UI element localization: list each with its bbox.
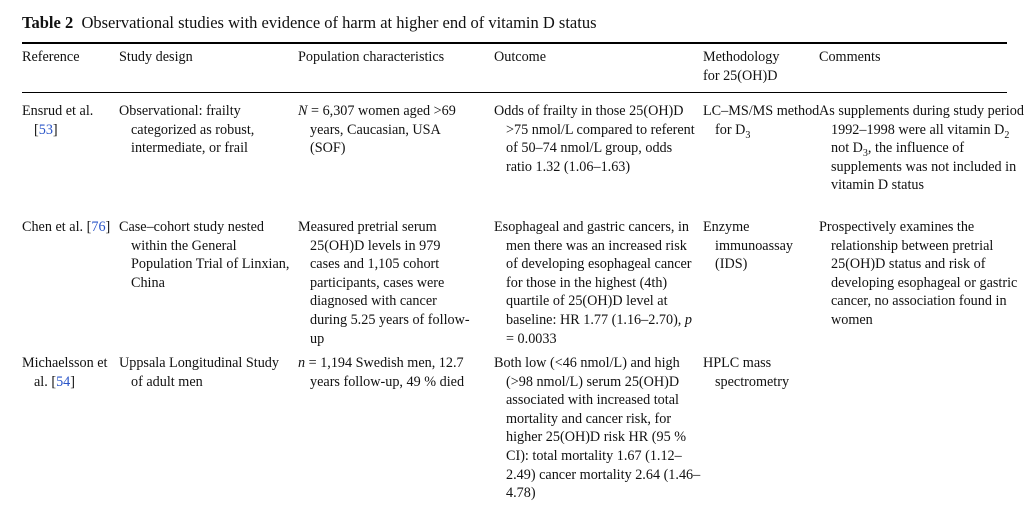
- row1-author: Ensrud et al.: [22, 103, 94, 119]
- row1-comments: [819, 102, 1026, 195]
- row1-reference: Ensrud et al. [53]: [22, 103, 94, 138]
- row1-comments-a: As supplements during study period 1992–1998 were all vitamin D: [819, 103, 1024, 138]
- row2-comments: Prospectively examines the relationship between pretrial 25(OH)D status and risk of developing esophageal or gastric cancer, no association found in women: [819, 219, 1018, 328]
- row3-reference: Michaelsson et al. [54]: [22, 355, 108, 390]
- row1-population: [298, 102, 460, 158]
- row1-study-design: Observational: frailty categorized as robust, intermediate, or frail: [119, 103, 255, 157]
- row3-population-text: = 1,194 Swedish men, 12.7 years follow-up, 49 % died: [308, 355, 465, 390]
- row2-reference: Chen et al. [76]: [22, 219, 111, 235]
- row3-population-var: n: [298, 355, 306, 371]
- row3-author: Michaelsson et al.: [22, 355, 108, 390]
- row1-citation-link[interactable]: 53: [38, 121, 53, 138]
- row1-population-var: N: [298, 103, 308, 119]
- table-title: Observational studies with evidence of harm at higher end of vitamin D status: [81, 13, 597, 32]
- row1-comments-sub1: 2: [1004, 129, 1010, 141]
- row2-outcome-var: p: [684, 311, 692, 328]
- row1-comments-b: not D: [831, 140, 863, 157]
- row3-outcome: Both low (<46 nmol/L) and high (>98 nmol/L) serum 25(OH)D associated with increased total mortality and cancer risk, for higher 25(OH)D risk HR (95 % CI): total mortality 1.67 (1.12–2.49) cancer mortality 2.64 (1.46–4.78): [494, 355, 701, 502]
- row3-study-design: Uppsala Longitudinal Study of adult men: [119, 355, 279, 390]
- row1-comments-sub2: 3: [862, 148, 868, 160]
- row3-methodology: HPLC mass spectrometry: [703, 355, 790, 390]
- row1-methodology: [703, 102, 827, 139]
- header-rule: [22, 92, 1007, 93]
- row2-population: Measured pretrial serum 25(OH)D levels in 979 cases and 1,105 cohort participants, cases were diagnosed with cancer during 5.25 years of follow-up: [298, 219, 470, 347]
- row2-outcome-b: = 0.0033: [506, 330, 557, 347]
- table-caption: [22, 13, 597, 33]
- row2-study-design: Case–cohort study nested within the General Population Trial of Linxian, China: [119, 219, 290, 291]
- header-comments: Comments: [819, 49, 881, 65]
- header-reference: Reference: [22, 49, 80, 65]
- row1-comments-c: , the influence of supplements was not included in vitamin D status: [831, 140, 1017, 194]
- row2-outcome-a: Esophageal and gastric cancers, in men there was an increased risk of developing esophageal cancer for those in the highest (4th) quartile of 25(OH)D level at baseline: HR 1.77 (1.16–2.70),: [494, 219, 692, 328]
- row2-citation-link[interactable]: 76: [91, 219, 106, 235]
- header-study-design: Study design: [119, 49, 193, 65]
- row2-outcome: [494, 218, 702, 348]
- row3-citation-link[interactable]: 54: [56, 373, 71, 390]
- row1-population-text: = 6,307 women aged >69 years, Caucasian, USA (SOF): [310, 103, 456, 157]
- row2-author: Chen et al.: [22, 219, 84, 235]
- row1-method-text: LC–MS/MS method for D: [703, 103, 820, 138]
- row3-population: [298, 354, 496, 391]
- row2-methodology: Enzyme immunoassay (IDS): [703, 219, 794, 273]
- row1-outcome: Odds of frailty in those 25(OH)D >75 nmol/L compared to referent of 50–74 nmol/L group, odds ratio 1.32 (1.06–1.63): [494, 103, 695, 175]
- top-rule: [22, 42, 1007, 44]
- row1-method-sub: 3: [745, 129, 751, 141]
- header-outcome: Outcome: [494, 49, 547, 65]
- header-methodology-line1: Methodology: [703, 49, 780, 65]
- table-label: Table 2: [22, 13, 74, 32]
- header-population: Population characteristics: [298, 49, 445, 65]
- header-methodology-line2: for 25(OH)D: [703, 67, 778, 84]
- header-methodology: [703, 48, 815, 85]
